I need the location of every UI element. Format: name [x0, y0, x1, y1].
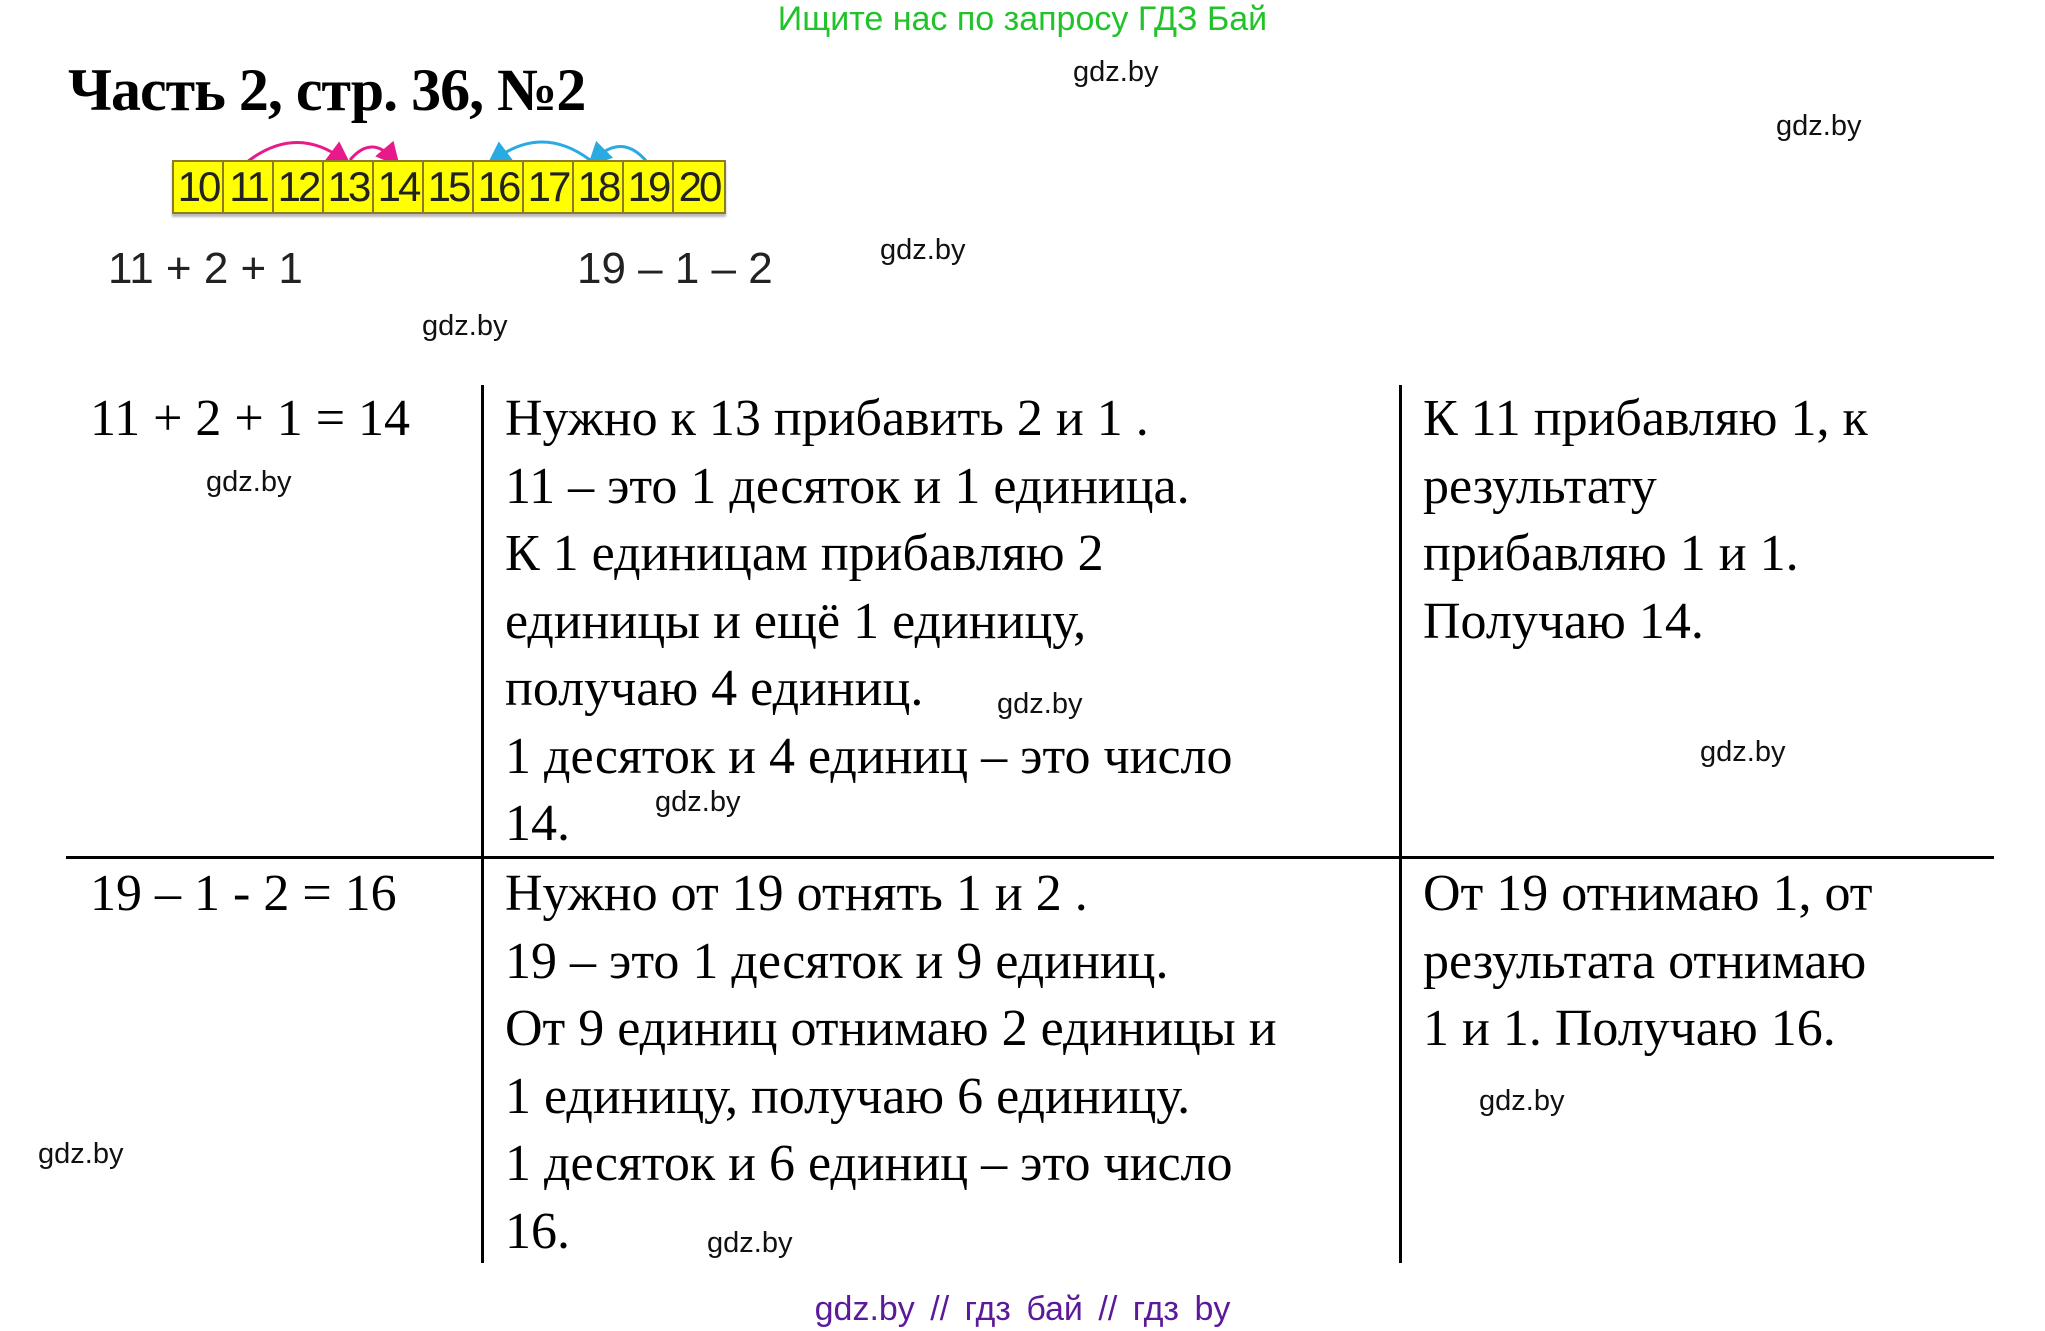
watermark: gdz.by	[1776, 110, 1862, 142]
jump-arrow-18-to-16	[494, 142, 590, 160]
number-cell: 14	[374, 162, 424, 212]
watermark: gdz.by	[880, 234, 966, 266]
text-line: 16.	[505, 1202, 570, 1260]
text-line: Нужно от 19 отнять 1 и 2 .	[505, 865, 1088, 922]
number-cell: 20	[674, 162, 724, 212]
text-line: 1 десяток и 6 единиц – это число	[505, 1135, 1233, 1192]
text-line: 11 – это 1 десяток и 1 единица.	[505, 457, 1190, 515]
number-cell: 13	[324, 162, 374, 212]
text-line: 1 и 1. Получаю 16.	[1423, 1000, 1836, 1057]
text-line: прибавляю 1 и 1.	[1423, 525, 1799, 582]
watermark: gdz.by	[38, 1138, 124, 1170]
text-line: Нужно к 13 прибавить 2 и 1 .	[505, 390, 1149, 447]
explanation-cell	[505, 385, 1233, 858]
table-divider-vertical	[481, 385, 484, 1263]
text-line: 14.	[505, 795, 570, 852]
number-cell: 18	[574, 162, 624, 212]
method-cell	[1423, 860, 1873, 1063]
page-title: Часть 2, стр. 36, №2	[68, 57, 586, 123]
number-line	[172, 160, 726, 214]
text-line: получаю 4 единиц.	[505, 660, 924, 717]
text-line: результата отнимаю	[1423, 932, 1867, 990]
number-cell: 19	[624, 162, 674, 212]
promo-banner: Ищите нас по запросу ГДЗ Бай	[777, 0, 1268, 38]
table-divider-vertical	[1399, 385, 1402, 1263]
watermark: gdz.by	[206, 466, 292, 498]
footer-links[interactable]: gdz.by // гдз бай // гдз by	[814, 1290, 1231, 1328]
number-cell: 10	[174, 162, 224, 212]
number-cell: 15	[424, 162, 474, 212]
text-line: единицы и ещё 1 единицу,	[505, 592, 1087, 650]
equation-cell: 19 – 1 - 2 = 16	[90, 865, 397, 922]
jump-arrow-13-to-14	[350, 147, 394, 160]
watermark: gdz.by	[1073, 56, 1159, 88]
watermark: gdz.by	[707, 1227, 793, 1259]
watermark: gdz.by	[997, 688, 1083, 720]
text-line: 1 единицу, получаю 6 единицу.	[505, 1067, 1191, 1125]
method-cell	[1423, 385, 1868, 655]
text-line: К 1 единицам прибавляю 2	[505, 525, 1104, 582]
text-line: От 19 отнимаю 1, от	[1423, 865, 1873, 922]
number-cell: 12	[274, 162, 324, 212]
number-cell: 16	[474, 162, 524, 212]
equation-cell: 11 + 2 + 1 = 14	[90, 390, 411, 447]
text-line: результату	[1423, 457, 1657, 515]
number-cell: 11	[224, 162, 274, 212]
watermark: gdz.by	[422, 310, 508, 342]
text-line: К 11 прибавляю 1, к	[1423, 390, 1868, 447]
watermark: gdz.by	[1700, 736, 1786, 768]
expression-subtraction: 19 – 1 – 2	[577, 244, 773, 293]
expression-addition: 11 + 2 + 1	[108, 244, 303, 293]
text-line: Получаю 14.	[1423, 592, 1704, 650]
watermark: gdz.by	[655, 786, 741, 818]
watermark: gdz.by	[1479, 1085, 1565, 1117]
explanation-cell	[505, 860, 1277, 1265]
text-line: От 9 единиц отнимаю 2 единицы и	[505, 1000, 1277, 1057]
text-line: 19 – это 1 десяток и 9 единиц.	[505, 932, 1169, 990]
number-cell: 17	[524, 162, 574, 212]
text-line: 1 десяток и 4 единиц – это число	[505, 727, 1233, 785]
